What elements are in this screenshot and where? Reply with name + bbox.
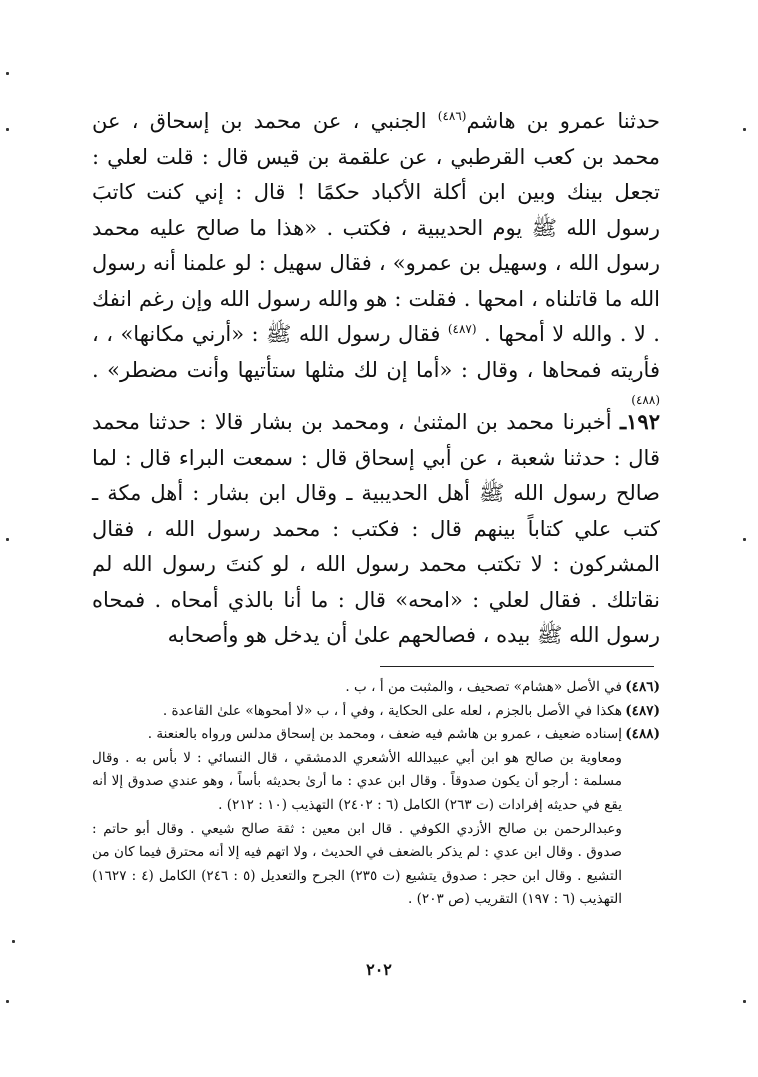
scan-mark	[6, 538, 9, 541]
hadith-number: ١٩٢ـ	[620, 409, 660, 434]
footnote-text: في الأصل «هشام» تصحيف ، والمثبت من أ ، ب .	[345, 679, 622, 695]
page-number: ٢٠٢	[366, 960, 392, 979]
footnote-continuation: وعبدالرحمن بن صالح الأزدي الكوفي . قال ابن معين : ثقة صالح شيعي . وقال أبو حاتم : صدوق . وقال ابن عدي : لم يذكر بالضعف في الحديث ، ولا اتهم فيه إلا أنه محترق فيما كان من التشيع . وقال ابن حجر : صدوق يتشيع (ت ٢٣٥) الجرح والتعديل (٥ : ٢٤٦) الكامل (٤ : ١٦٢٧) التهذيب (٦ : ١٩٧) التقريب (ص ٢٠٣) .	[92, 820, 622, 908]
footnote-continuation: ومعاوية بن صالح هو ابن أبي عبيدالله الأشعري الدمشقي ، قال النسائي : لا بأس به . وقال مسلمة : أرجو أن يكون صدوقاً . وقال ابن عدي : ما أرىٰ بحديثه بأساً ، وهو عندي صدوق إلا أنه يقع في حديثه إفرادات (ت ٢٦٣) الكامل (٦ : ٢٤٠٢) التهذيب (١٠ : ٢١٢) .	[92, 749, 622, 813]
text-segment: حدثنا عمرو بن هاشم	[466, 109, 660, 133]
footnotes	[92, 676, 660, 912]
scan-mark	[6, 72, 9, 75]
footnote-text: إسناده ضعيف ، عمرو بن هاشم فيه ضعف ، ومحمد بن إسحاق مدلس ورواه بالعنعنة .	[147, 726, 622, 743]
footnote-text: هكذا في الأصل بالجزم ، لعله على الحكاية ، وفي أ ، ب «لا أمحوها» علىٰ القاعدة .	[162, 702, 622, 719]
scan-mark	[6, 1000, 9, 1003]
footnote-ref: (٤٨٦)	[437, 109, 467, 123]
scan-mark	[743, 1000, 746, 1003]
footnote-number: (٤٨٨)	[625, 726, 660, 743]
footnote-number: (٤٨٧)	[625, 702, 660, 719]
scan-mark	[12, 940, 15, 943]
main-paragraph-2	[92, 404, 660, 654]
footnote-487	[92, 700, 660, 724]
scan-mark	[743, 538, 746, 541]
text-segment: أخبرنا محمد بن المثنىٰ ، ومحمد بن بشار قالا : حدثنا محمد قال : حدثنا شعبة ، عن أبي إسحاق قال : سمعت البراء قال : لما صالح رسول الله ﷺ أهل الحديبية ـ وقال ابن بشار : أهل مكة ـ كتب علي كتاباً بينهم قال : فكتب : محمد رسول الله ، فقال المشركون : لا تكتب محمد رسول الله ، لو كنتَ رسول الله لم نقاتلك . فقال لعلي : «امحه» قال : ما أنا بالذي أمحاه . فمحاه رسول الله ﷺ بيده ، فصالحهم علىٰ أن يدخل هو وأصحابه	[92, 410, 660, 647]
footnote-486	[92, 676, 660, 700]
footnote-number: (٤٨٦)	[625, 679, 660, 695]
scan-mark	[743, 128, 746, 131]
paragraph-text	[92, 104, 660, 424]
scan-mark	[6, 128, 9, 131]
footnote-ref: (٤٨٧)	[447, 322, 477, 336]
footnote-488	[92, 723, 660, 747]
paragraph-text	[92, 404, 660, 654]
footnote-separator	[380, 666, 654, 667]
text-segment: فقال رسول الله ﷺ : «أرني مكانها» ، ، فأريته فمحاها ، وقال : «أما إن لك مثلها ستأتيها وأنت مضطر» .	[92, 322, 660, 382]
footnote-ref: (٤٨٨)	[631, 393, 660, 407]
main-paragraph-1	[92, 104, 660, 424]
text-segment: الجنبي ، عن محمد بن إسحاق ، عن محمد بن كعب القرطبي ، عن علقمة بن قيس قال : قلت لعلي : تجعل بينك وبين ابن أكلة الأكباد حكمًا ! قال : إني كنت كاتبَ رسول الله ﷺ يوم الحديبية ، فكتب . «هذا ما صالح عليه محمد رسول الله ، وسهيل بن عمرو» ، فقال سهيل : لو علمنا أنه رسول الله ما قاتلناه ، امحها . فقلت : هو والله رسول الله وإن رغم انفك . لا . والله لا أمحها .	[92, 109, 660, 346]
